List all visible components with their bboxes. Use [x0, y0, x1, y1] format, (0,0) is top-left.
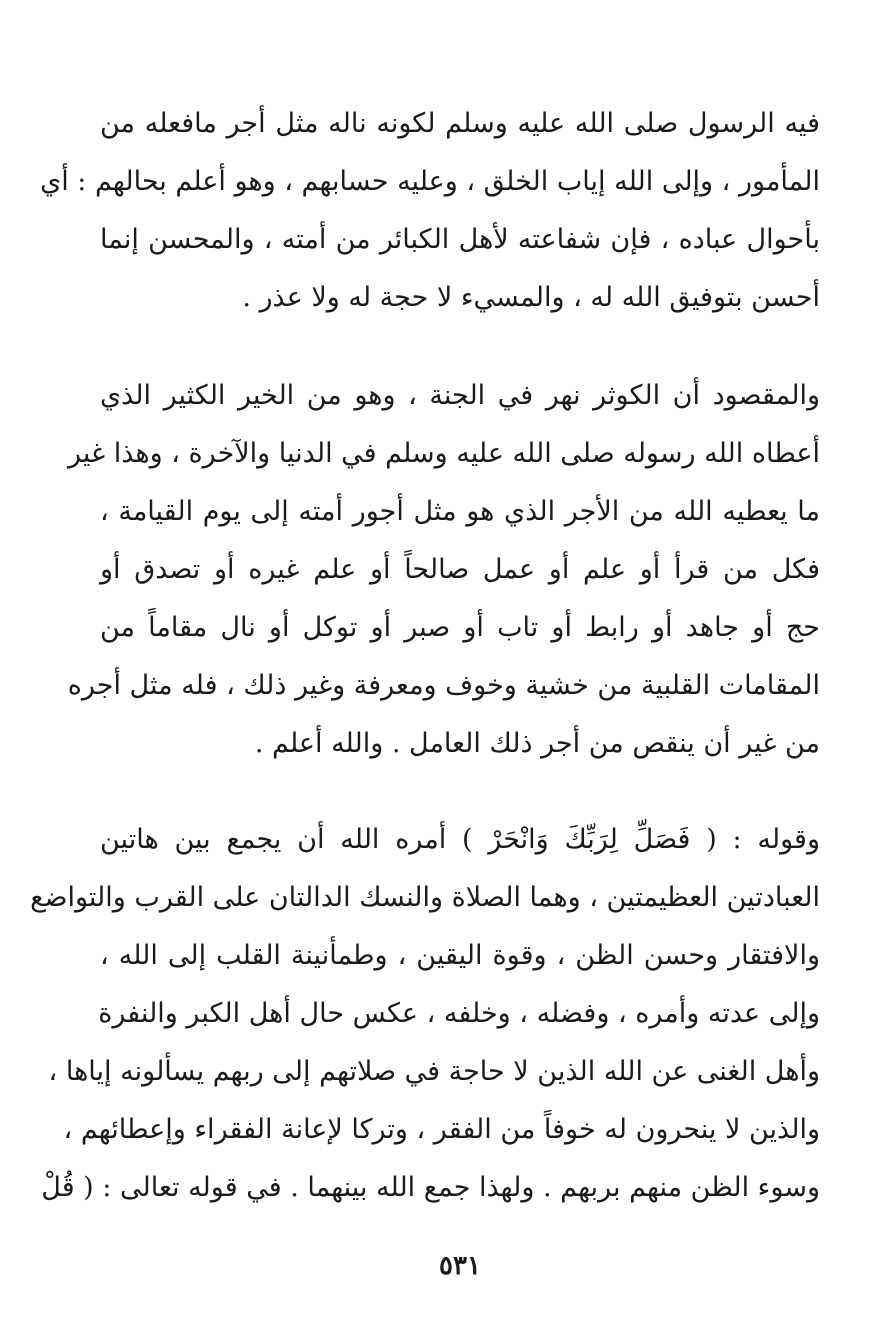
paragraph-1-line-2: المأمور ، وإلى الله إياب الخلق ، وعليه حسابهم ، وهو أعلم بحالهم : أي [40, 166, 820, 197]
paragraph-2-line-3: ما يعطيه الله من الأجر الذي هو مثل أجور أمته إلى يوم القيامة ، [100, 496, 820, 527]
paragraph-3-line-2: العبادتين العظيمتين ، وهما الصلاة والنسك الدالتان على القرب والتواضع [30, 882, 820, 913]
paragraph-3-line-4: وإلى عدته وأمره ، وفضله ، وخلفه ، عكس حال أهل الكبر والنفرة [98, 998, 820, 1029]
paragraph-2-line-1: والمقصود أن الكوثر نهر في الجنة ، وهو من الخير الكثير الذي [100, 380, 820, 411]
paragraph-2-line-7: من غير أن ينقص من أجر ذلك العامل . والله أعلم . [254, 728, 820, 759]
paragraph-2-line-2: أعطاه الله رسوله صلى الله عليه وسلم في الدنيا والآخرة ، وهذا غير [67, 438, 820, 469]
paragraph-3-line-5: وأهل الغنى عن الله الذين لا حاجة في صلاتهم إلى ربهم يسألونه إياها ، [48, 1056, 820, 1087]
paragraph-1-line-3: بأحوال عباده ، فإن شفاعته لأهل الكبائر من أمته ، والمحسن إنما [100, 224, 820, 255]
paragraph-2-line-4: فكل من قرأ أو علم أو عمل صالحاً أو علم غيره أو تصدق أو [100, 554, 820, 585]
paragraph-2-line-6: المقامات القلبية من خشية وخوف ومعرفة وغير ذلك ، فله مثل أجره [67, 670, 820, 701]
paragraph-1-line-1: فيه الرسول صلى الله عليه وسلم لكونه ناله مثل أجر مافعله من [100, 108, 820, 139]
paragraph-2-line-5: حج أو جاهد أو رابط أو تاب أو صبر أو توكل أو نال مقاماً من [100, 612, 820, 643]
paragraph-3-line-1: وقوله : ( فَصَلِّ لِرَبِّكَ وَانْحَرْ ) أمره الله أن يجمع بين هاتين [100, 824, 820, 855]
paragraph-3-line-6: والذين لا ينحرون له خوفاً من الفقر ، وتركا لإعانة الفقراء وإعطائهم ، [63, 1114, 820, 1145]
page-body [30, 96, 820, 1296]
paragraph-3-line-3: والافتقار وحسن الظن ، وقوة اليقين ، وطمأنينة القلب إلى الله ، [100, 940, 820, 971]
page-number: ٥٣١ [439, 1251, 481, 1281]
paragraph-3-line-7: وسوء الظن منهم بربهم . ولهذا جمع الله بينهما . في قوله تعالى : ( قُلْ [41, 1172, 820, 1203]
paragraph-1-line-4: أحسن بتوفيق الله له ، والمسيء لا حجة له ولا عذر . [242, 282, 820, 313]
